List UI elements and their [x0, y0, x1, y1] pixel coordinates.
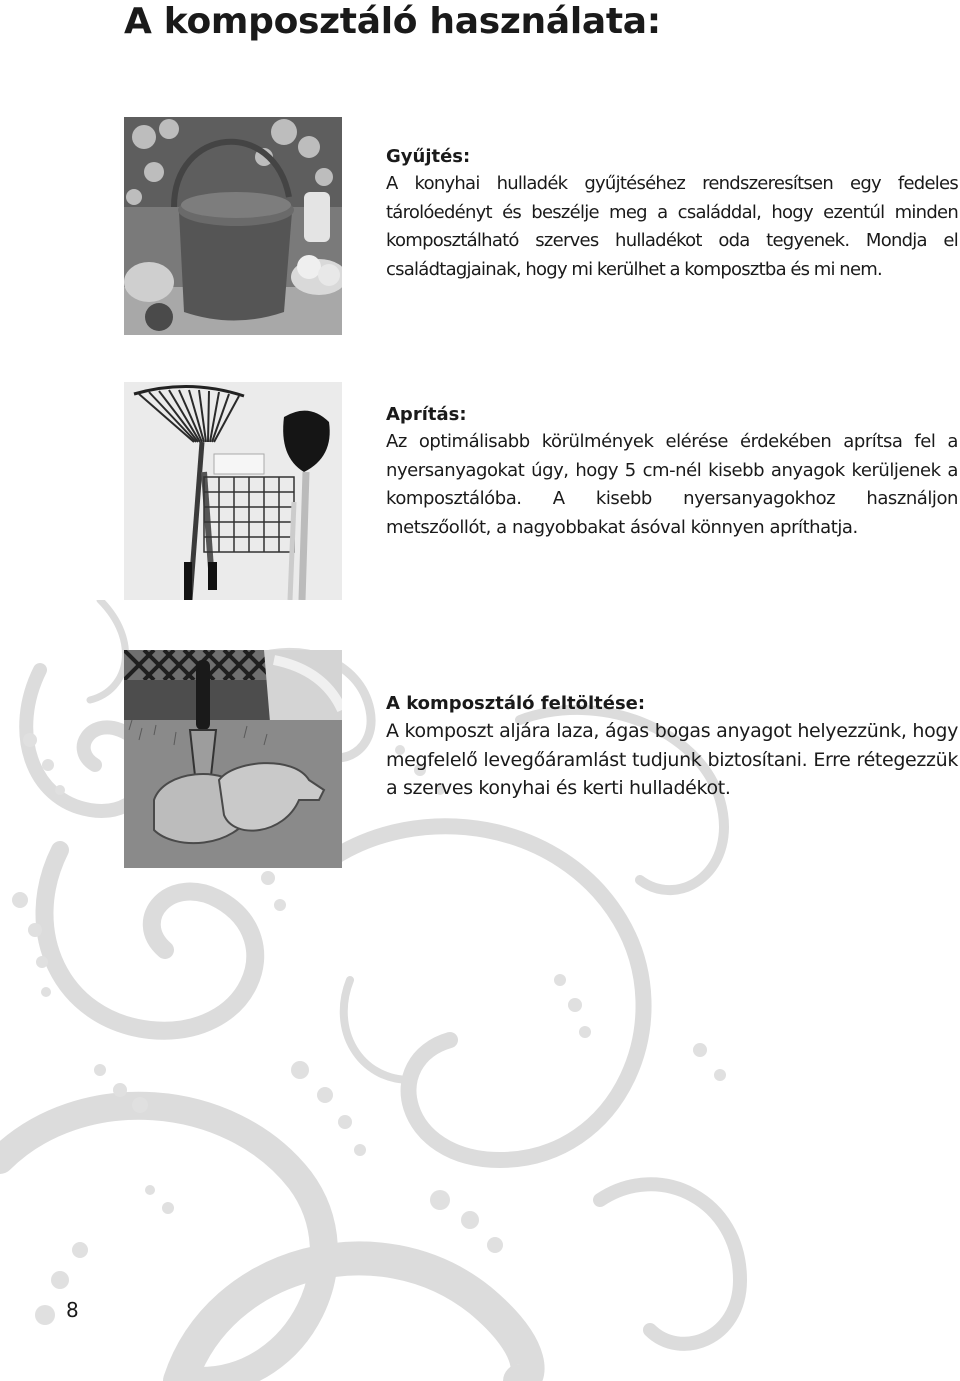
section-heading: Gyűjtés:: [386, 146, 471, 167]
section-body: A konyhai hulladék gyűjtéséhez rendszeresítsen egy fedeles tárolóedényt és beszélje meg a családdal, hogy ezentúl minden komposztálható szerves hulladékot oda tegyenek. Mondja el családtagjainak, hogy mi kerülhet a komposztba és mi nem.: [386, 173, 958, 280]
section-body: A komposzt aljára laza, ágas bogas anyagot helyezzünk, hogy megfelelő levegőáramlást tudjunk biztosítani. Erre rétegezzük a szerves konyhai és kerti hulladékot.: [386, 720, 958, 799]
section-heading: A komposztáló feltöltése:: [386, 693, 646, 714]
section-apritas: [386, 401, 958, 542]
gloves-trowel-photo: [124, 650, 342, 868]
garden-tools-photo: [124, 382, 342, 600]
compost-bin-photo: [124, 117, 342, 335]
section-body: Az optimálisabb körülmények elérése érdekében aprítsa fel a nyersanyagokat úgy, hogy 5 cm-nél kisebb anyagok kerüljenek a komposztálóba. A kisebb nyersanyagokhoz használjon metszőollót, a nagyobbakat ásóval könnyen apríthatja.: [386, 431, 958, 538]
page-number: 8: [66, 1298, 79, 1322]
page-title: A komposztáló használata:: [124, 1, 661, 42]
section-feltoltes: [386, 690, 958, 803]
section-gyujtes: [386, 143, 958, 284]
section-heading: Aprítás:: [386, 404, 467, 425]
